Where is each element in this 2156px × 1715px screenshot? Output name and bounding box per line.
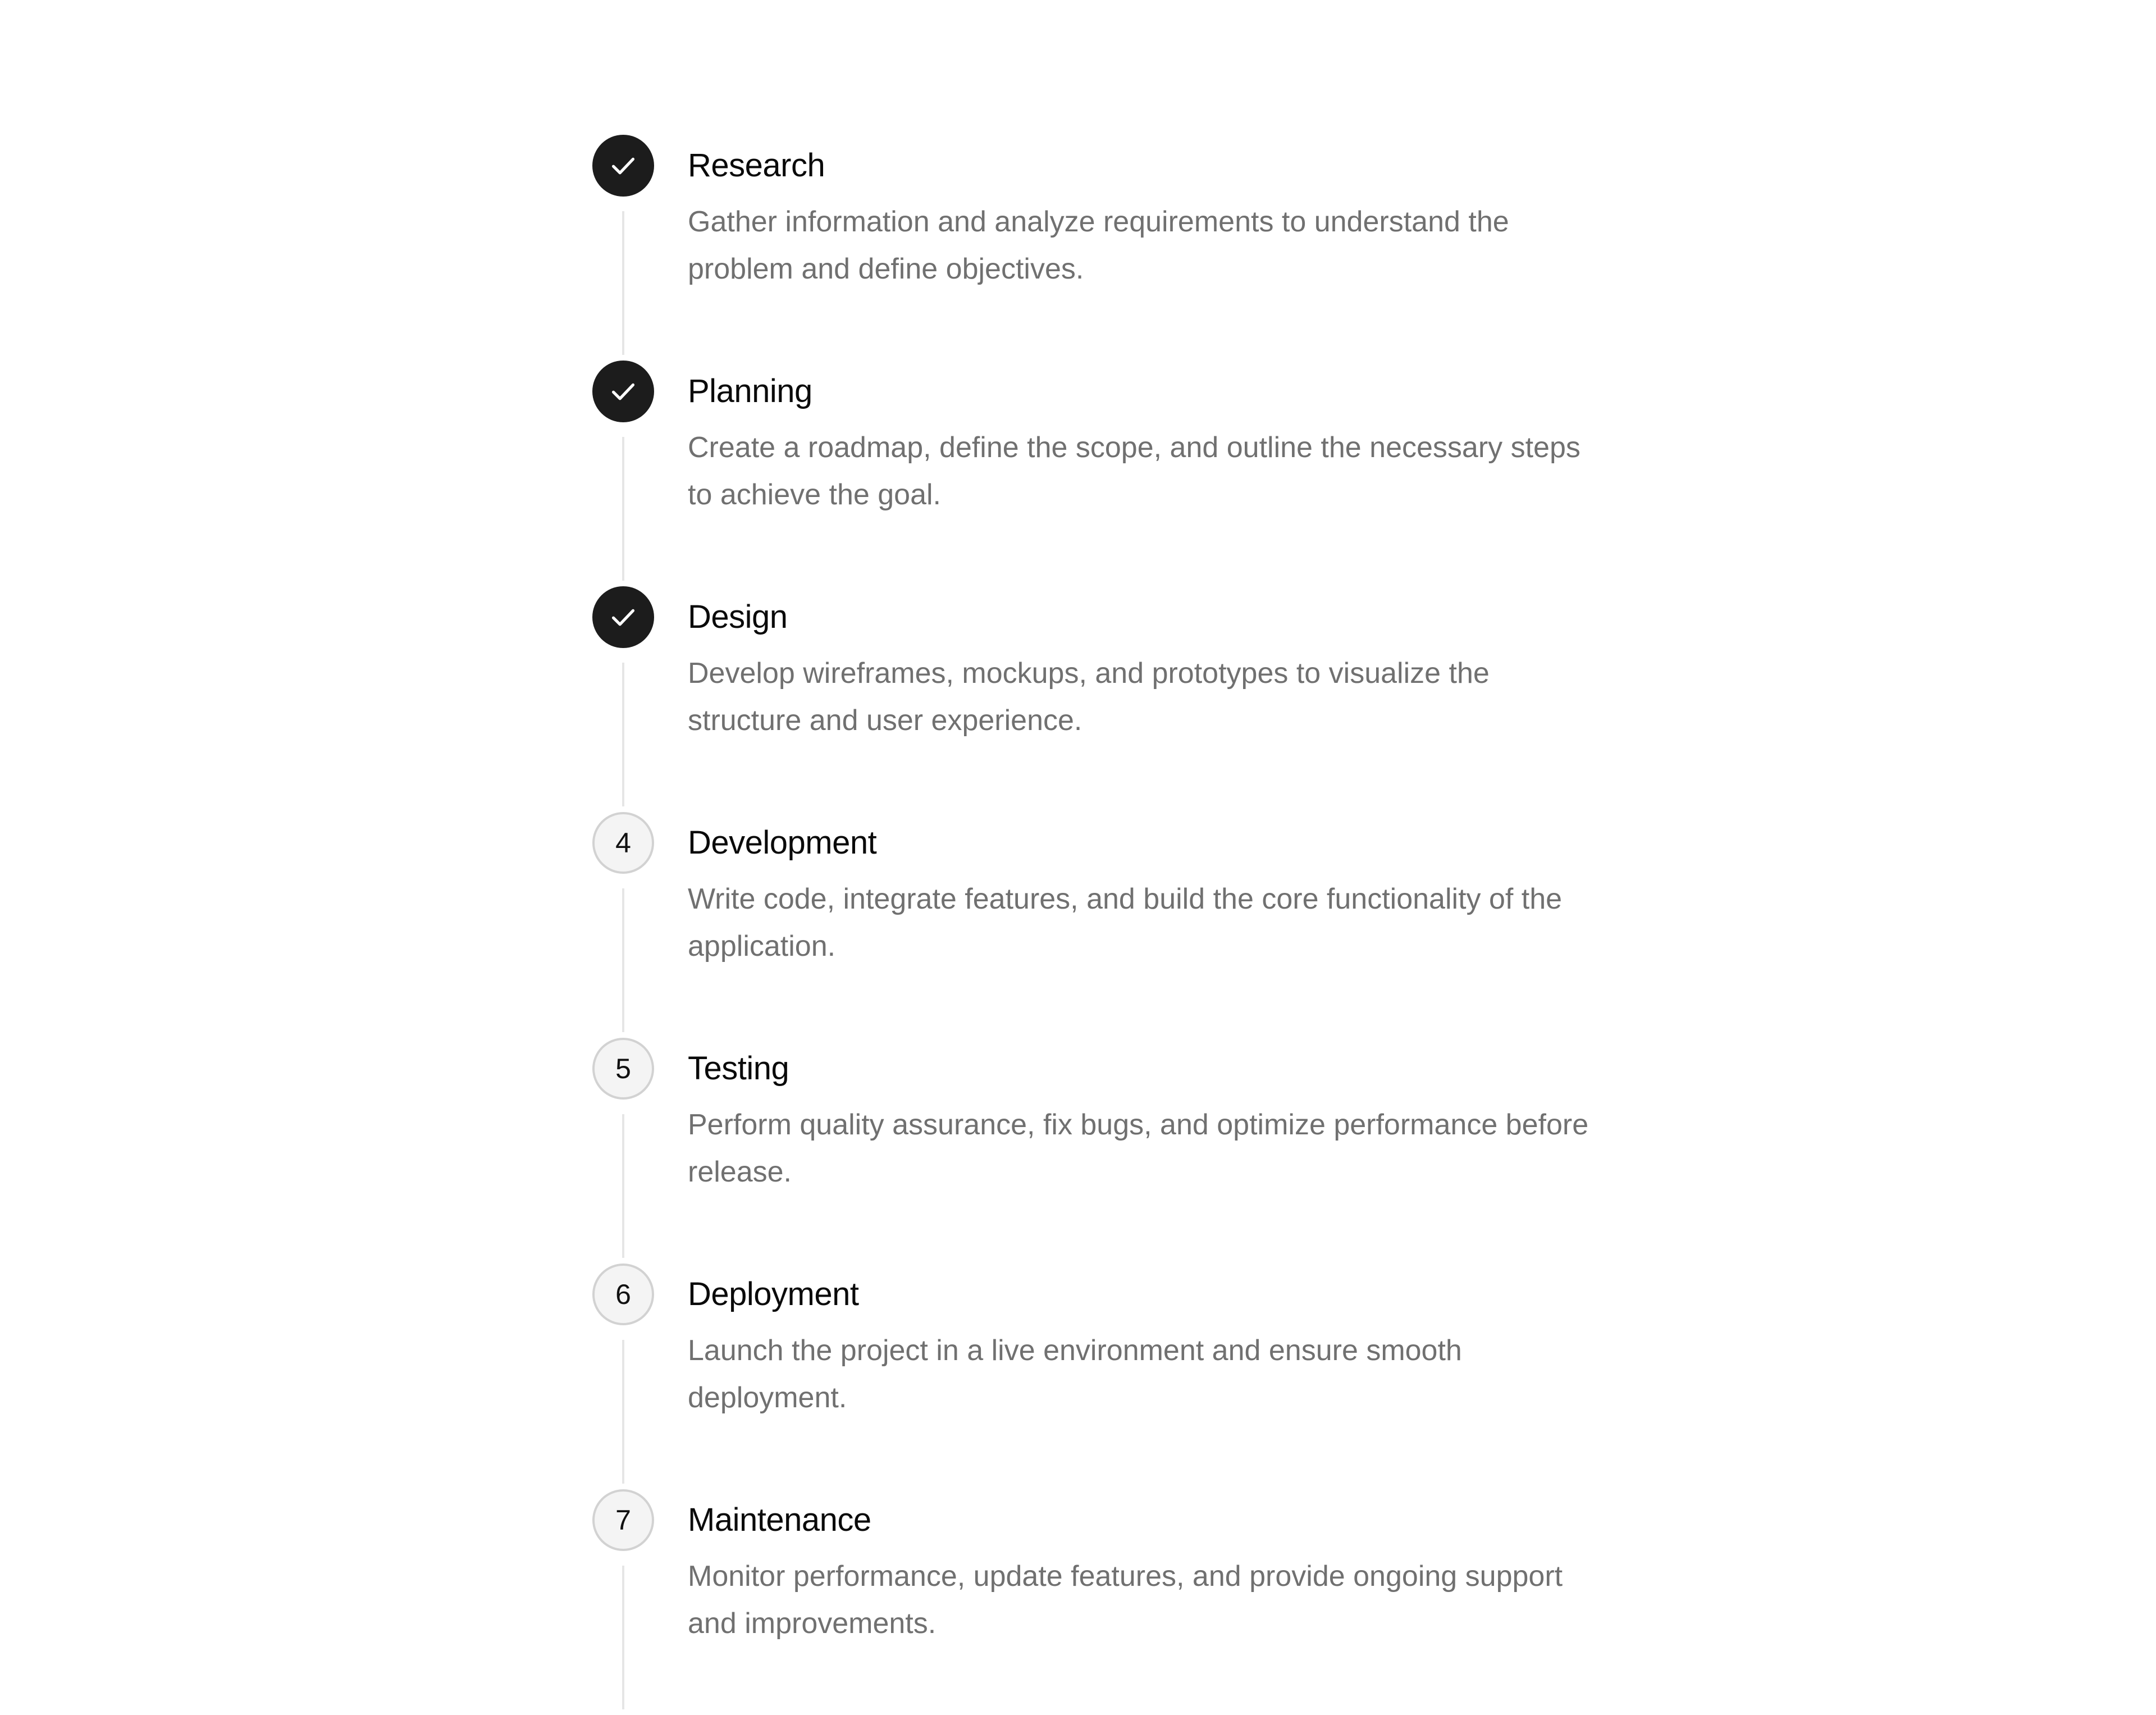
step-content — [688, 812, 1609, 970]
step-description: Gather information and analyze requirements to understand the problem and define objectives. — [688, 206, 1509, 285]
step-connector — [622, 663, 624, 806]
step-description: Develop wireframes, mockups, and prototypes to visualize the structure and user experience. — [688, 657, 1490, 737]
step-marker-pending — [592, 1038, 654, 1100]
step-number: 4 — [615, 827, 631, 859]
step-connector — [622, 211, 624, 355]
step-connector — [622, 1114, 624, 1258]
step-marker-complete — [592, 361, 654, 422]
step-planning — [592, 361, 1603, 586]
step-title: Testing — [688, 1050, 789, 1087]
step-development — [592, 812, 1603, 1038]
step-description: Monitor performance, update features, and provide ongoing support and improvements. — [688, 1560, 1563, 1640]
step-description: Create a roadmap, define the scope, and outline the necessary steps to achieve the goal. — [688, 431, 1581, 511]
step-marker-pending — [592, 1264, 654, 1325]
step-number: 7 — [615, 1504, 631, 1536]
step-number: 5 — [615, 1053, 631, 1084]
step-marker-pending — [592, 812, 654, 874]
step-title: Development — [688, 824, 877, 861]
vertical-stepper — [592, 135, 1603, 1715]
step-design — [592, 586, 1603, 812]
step-title: Research — [688, 147, 825, 184]
step-connector — [622, 1566, 624, 1709]
step-testing — [592, 1038, 1603, 1264]
step-number: 6 — [615, 1279, 631, 1310]
step-marker-pending — [592, 1489, 654, 1551]
step-content — [688, 586, 1609, 744]
step-content — [688, 1038, 1609, 1196]
step-title: Maintenance — [688, 1502, 871, 1538]
step-title: Planning — [688, 373, 812, 409]
step-connector — [622, 1340, 624, 1484]
step-deployment — [592, 1264, 1603, 1489]
step-content — [688, 135, 1609, 293]
step-title: Design — [688, 599, 788, 635]
step-title: Deployment — [688, 1276, 859, 1312]
step-research — [592, 135, 1603, 361]
step-content — [688, 1489, 1609, 1647]
step-maintenance — [592, 1489, 1603, 1715]
step-connector — [622, 888, 624, 1032]
step-marker-complete — [592, 135, 654, 197]
step-description: Perform quality assurance, fix bugs, and optimize performance before release. — [688, 1109, 1589, 1188]
check-icon — [607, 150, 639, 181]
step-connector — [622, 437, 624, 581]
step-marker-complete — [592, 586, 654, 648]
check-icon — [607, 376, 639, 407]
step-description: Write code, integrate features, and build the core functionality of the application. — [688, 883, 1563, 963]
step-description: Launch the project in a live environment and ensure smooth deployment. — [688, 1334, 1462, 1414]
step-content — [688, 361, 1609, 518]
step-content — [688, 1264, 1609, 1421]
check-icon — [607, 601, 639, 633]
